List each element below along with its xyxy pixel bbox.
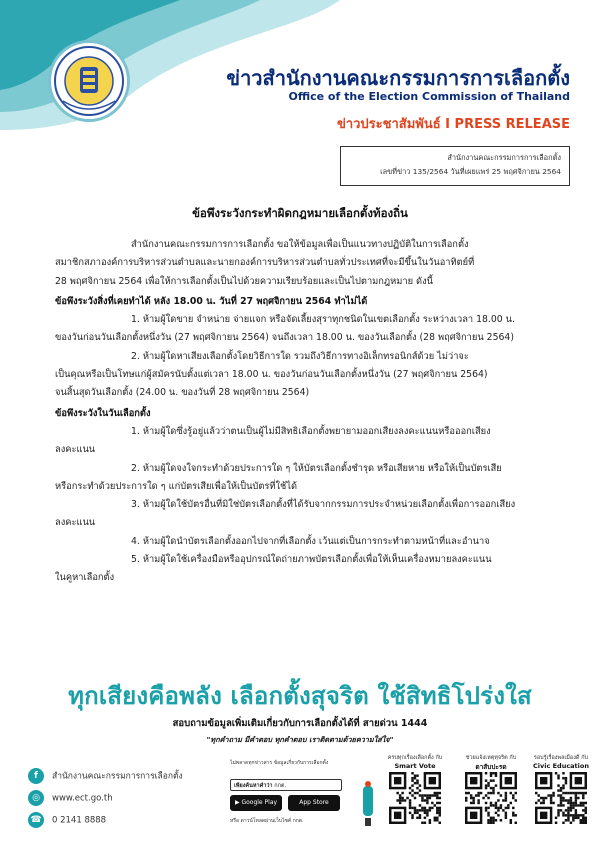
qr-code-civic-education[interactable] (535, 772, 587, 824)
section2-item-line: 3. ห้ามผู้ใดใช้บัตรอื่นที่มิใช่บัตรเลือกตั้งที่ได้รับจากกรรมการประจำหน่วยเลือกตั้งเพื่อการออกเสียง (131, 499, 516, 511)
facebook-contact[interactable] (28, 768, 183, 784)
section2-item-line: 1. ห้ามผู้ใดซึ่งรู้อยู่แล้วว่าตนเป็นผู้ไม่มีสิทธิเลือกตั้งพยายามออกเสียงลงคะแนนหรือออกเสียง (131, 425, 491, 437)
intro-line: สำนักงานคณะกรรมการการเลือกตั้ง ขอให้ข้อมูลเพื่อเป็นแนวทางปฏิบัติในการเลือกตั้ง (131, 239, 469, 250)
section2-heading: ข้อพึงระวังในวันเลือกตั้ง (55, 407, 151, 419)
section2-item-line: หรือกระทำด้วยประการใด ๆ แก่บัตรเสียเพื่อให้เป็นบัตรที่ใช้ได้ (55, 480, 298, 492)
hotline-tagline: "ทุกคำถาม มีคำตอบ ทุกคำตอบ เราติดตามด้วยความใส่ใจ" (206, 735, 394, 744)
mascot-icon (360, 780, 376, 828)
website-url: www.ect.go.th (52, 793, 113, 804)
qr2-label-en: ตาสับปะรด (475, 763, 507, 771)
press-release-label: ข่าวประชาสัมพันธ์ I PRESS RELEASE (336, 117, 570, 132)
header-title-th: ข่าวสำนักงานคณะกรรมการการเลือกตั้ง (226, 66, 570, 90)
section2-item-line: 4. ห้ามผู้ใดนำบัตรเลือกตั้งออกไปจากที่เลือกตั้ง เว้นแต่เป็นการกระทำตามหน้าที่และอำนาจ (131, 535, 490, 547)
qr-code-smart-vote[interactable] (389, 772, 441, 824)
google-play-badge[interactable]: ▶ Google Play (230, 795, 282, 811)
qr2-label-th: ช่วยแจ้งเหตุทุจริต กับ (465, 755, 517, 761)
header-title-en: Office of the Election Commission of Thailand (288, 90, 570, 103)
qr-code-report[interactable] (465, 772, 517, 824)
ect-logo (48, 40, 130, 122)
app-download-box (230, 759, 370, 839)
app-search-pill (230, 779, 342, 791)
app-search-value: กกต. (274, 783, 287, 789)
qr3-label-en: Civic Education (533, 762, 589, 770)
phone-contact[interactable] (28, 812, 106, 828)
globe-icon: ◎ (28, 790, 44, 806)
qr3-label (526, 754, 596, 770)
app-search-label: เพียงค้นหาคำว่า (234, 783, 273, 789)
qr3-label-th: รอบรู้เรื่องพลเมืองดี กับ (533, 755, 589, 761)
app-store-label: App Store (299, 799, 329, 806)
document-title: ข้อพึงระวังกระทำผิดกฎหมายเลือกตั้งท้องถิ่น (192, 206, 408, 220)
facebook-icon: f (28, 768, 44, 784)
section1-item-line: จนสิ้นสุดวันเลือกตั้ง (24.00 น. ของวันที่ 28 พฤศจิกายน 2564) (55, 387, 310, 399)
reference-office: สำนักงานคณะกรรมการการเลือกตั้ง (447, 153, 561, 162)
document-body (55, 236, 555, 588)
campaign-slogan: ทุกเสียงคือพลัง เลือกตั้งสุจริต ใช้สิทธิโปร่งใส (68, 682, 532, 710)
section1-item-line: 1. ห้ามผู้ใดขาย จำหน่าย จ่ายแจก หรือจัดเลี้ยงสุราทุกชนิดในเขตเลือกตั้ง ระหว่างเวลา 18.00 น. (131, 314, 515, 326)
section1-item-line: 2. ห้ามผู้ใดหาเสียงเลือกตั้งโดยวิธีการใด รวมถึงวิธีการทางอิเล็กทรอนิกส์ด้วย ไม่ว่าจะ (131, 350, 469, 362)
phone-icon: ☎ (28, 812, 44, 828)
qr1-label-en: Smart Vote (394, 762, 436, 770)
section1-item-line: เป็นคุณหรือเป็นโทษแก่ผู้สมัครนับตั้งแต่เวลา 18.00 น. ของวันก่อนวันเลือกตั้งหนึ่งวัน (27 พฤศจิกายน 2564) (55, 369, 488, 381)
section2-item-line: 2. ห้ามผู้ใดจงใจกระทำด้วยประการใด ๆ ให้บัตรเลือกตั้งชำรุด หรือเสียหาย หรือให้เป็นบัตรเสีย (131, 462, 502, 474)
section2-item-line: 5. ห้ามผู้ใดใช้เครื่องมือหรืออุปกรณ์ใดถ่ายภาพบัตรเลือกตั้งเพื่อให้เห็นเครื่องหมายลงคะแนน (131, 554, 492, 566)
google-play-label: Google Play (241, 799, 278, 806)
app-download-note: หรือ ดาวน์โหลดผ่านเว็บไซต์ กกต. (230, 818, 304, 824)
section2-item-line: ลงคะแนน (55, 444, 96, 456)
app-store-badge[interactable] (288, 795, 340, 811)
section2-item-line: ในคูหาเลือกตั้ง (55, 572, 115, 584)
phone-number: 0 2141 8888 (52, 815, 107, 826)
section2-item-line: ลงคะแนน (55, 517, 96, 529)
section1-item-line: ของวันก่อนวันเลือกตั้งหนึ่งวัน (27 พฤศจิกายน 2564) จนถึงเวลา 18.00 น. ของวันเลือกตั้ง (28 พฤศจิกายน 2564) (55, 332, 514, 344)
section1-heading: ข้อพึงระวังสิ่งที่เคยทำได้ หลัง 18.00 น. วันที่ 27 พฤศจิกายน 2564 ทำไม่ได้ (55, 295, 368, 307)
intro-line: สมาชิกสภาองค์การบริหารส่วนตำบลและนายกองค์การบริหารส่วนตำบลทั่วประเทศที่จะมีขึ้นในวันอาทิตย์ที่ (55, 257, 475, 269)
qr1-label (380, 754, 450, 770)
reference-number-date: เลขที่ข่าว 135/2564 วันที่เผยแพร่ 25 พฤศจิกายน 2564 (380, 167, 561, 176)
intro-line: 28 พฤศจิกายน 2564 เพื่อให้การเลือกตั้งเป็นไปด้วยความเรียบร้อยและเป็นไปตามกฎหมาย ดังนี้ (55, 275, 433, 287)
qr1-label-th: ครบทุกเรื่องเลือกตั้ง กับ (387, 755, 443, 761)
app-promo-text: ไม่พลาดทุกข่าวสาร ข้อมูลเกี่ยวกับการเลือกตั้ง (230, 760, 329, 766)
facebook-name: สำนักงานคณะกรรมการการเลือกตั้ง (52, 771, 183, 782)
ect-emblem-icon (51, 43, 127, 119)
website-contact[interactable] (28, 790, 113, 806)
reference-box (340, 146, 570, 186)
hotline-text: สอบถามข้อมูลเพิ่มเติมเกี่ยวกับการเลือกตั้งได้ที่ สายด่วน 1444 (172, 718, 428, 729)
qr2-label (456, 754, 526, 772)
